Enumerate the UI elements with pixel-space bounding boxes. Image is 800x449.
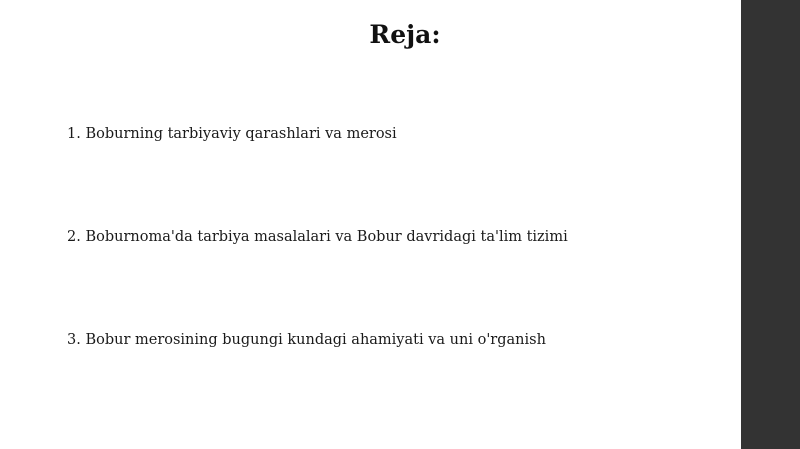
plan-item: 1. Boburning tarbiyaviy qarashlari va merosi [67, 126, 397, 142]
plan-item: 2. Boburnoma'da tarbiya masalalari va Bobur davridagi ta'lim tizimi [67, 229, 568, 245]
plan-item: 3. Bobur merosining bugungi kundagi ahamiyati va uni o'rganish [67, 332, 546, 348]
slide-title: Reja: [369, 20, 441, 49]
side-panel [741, 0, 800, 449]
